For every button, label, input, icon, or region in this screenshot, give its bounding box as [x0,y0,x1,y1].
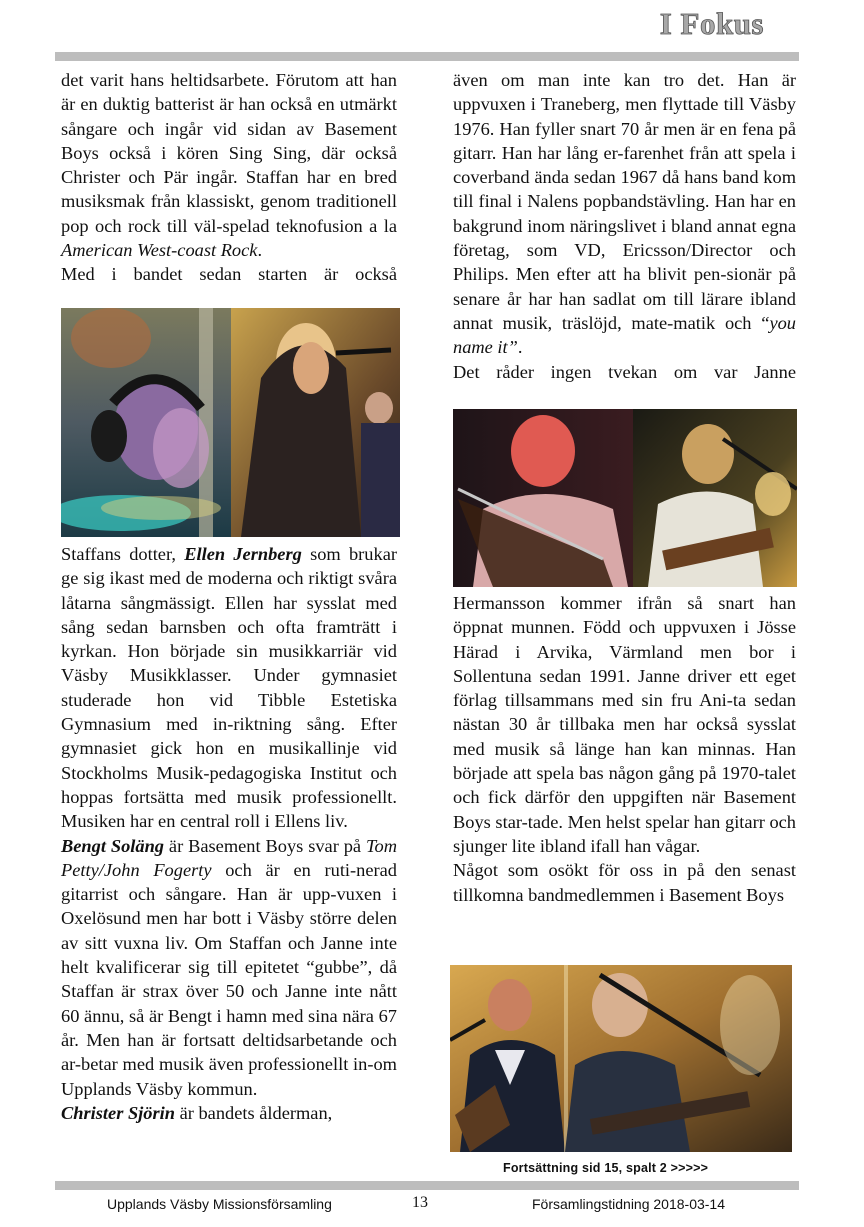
body-text: även om man inte kan tro det. Han är uppvuxen i Traneberg, men flyttade till Väsby 1976. Han fyller snart 70 år men är en fena på gitarr. Han har lång er-farenhet från att spela i coverband ända sedan 1967 då hans band kom till final i Nalens popbandstävling. Han har en bakgrund inom näringslivet i bland annat egna företag, som VD, Ericsson/Director och Philips. Men efter att ha blivit pen-sionär på senare år har han sadlat om till lärare ibland annat musik, träslöjd, mate-matik och “ [453,70,796,333]
body-text: . [257,240,263,261]
column2-block1 [453,68,796,384]
column1-block2 [61,542,397,1125]
person-name: Bengt Soläng [61,835,165,856]
drummer-with-headphones-photo [61,308,231,537]
footer-publisher: Upplands Väsby Missionsförsamling [107,1196,332,1212]
italic-text: American West-coast Rock [61,240,258,261]
body-text: det varit hans heltidsarbete. Förutom att han är en duktig batterist är han också en utmärkt sångare och ingår vid sidan av Basement Boys också i kören Sing Sing, där också Christer och Pär ingår. Staffan har en bred musiksmak från klassiskt, genom traditionell pop och rock till väl-spelad teknofusion a la [61,70,397,236]
person-name: Christer Sjörin [61,1102,175,1123]
body-text: och är en ruti-nerad gitarrist och sångare. Han är upp-vuxen i Oxelösund men har bott i Väsby större delen av sitt vuxna liv. Om Staffan och Janne inte helt kvalificerar sig till epitetet “gubbe”, då Staffan är strax över 50 och Janne inte nått 60 ännu, så är Bengt i hamn med sina nära 67 år. Men han är fortsatt deltidsarbetande och ar-betar med musik även professionellt in-om Upplands Väsby kommun. [61,859,398,1099]
page-number: 13 [412,1194,428,1211]
body-text: Hermansson kommer ifrån så snart han öppnat munnen. Född och uppvuxen i Jösse Härad i Arvika, Värmland men bor i Sollentuna sedan 1991. Janne driver ett eget förlag tillsammans med sin fru Ani-ta sedan nästan 30 år tillbaka men har också sysslat med musik så länge han kan minnas. Han började att spela bas någon gång på 1970-talet och fick därför den uppgiften när Basement Boys star-tade. Men helst spelar han gitarr och sjunger lite ibland ifall han vågar. [453,593,796,856]
guitarist-singing-photo [633,409,797,587]
person-name: Ellen Jernberg [184,544,302,564]
body-text: Något som osökt för oss in på den senast tillkomna bandmedlemmen i Basement Boys [453,860,796,905]
italic-text: you name it” [453,312,796,358]
female-singer-photo [231,308,400,537]
body-text: är bandets ålderman, [174,1102,333,1123]
footer-publication: Församlingstidning 2018-03-14 [532,1196,725,1212]
bottom-rule [55,1181,799,1190]
body-text: som brukar ge sig ikast med de moderna och riktigt svåra låtarna sångmässigt. Ellen har sysslat med sång sedan barnsben och ofta framträtt i kyrkan. Hon började sin musikkarriär vid Väsby Musikklasser. Under gymnasiet studerade hon vid Tibble Estetiska Gymnasium med in-riktning sång. Efter gymnasiet gick hon en musikallinje vid Stockholms Musik-pedagogiska Institut och hoppas fortsätta med musik professionellt. Musiken har en central roll i Ellens liv. [61,544,397,832]
section-title: I Fokus [659,6,764,41]
band-photo-1 [61,308,400,537]
body-line: Det råder ingen tvekan om var Janne [453,361,796,382]
body-line: Med i bandet sedan starten är också [61,264,397,285]
column2-block2 [453,591,796,907]
body-text: är Basement Boys svar på [164,835,366,856]
continuation-note: Fortsättning sid 15, spalt 2 >>>>> [503,1161,709,1175]
column1-block1 [61,68,397,287]
italic-text: Tom Petty/John Fogerty [61,835,397,880]
band-photo-3 [450,965,792,1152]
top-rule [55,52,799,61]
body-text: . [517,337,523,358]
band-photo-2 [453,409,797,587]
guitarist-red-light-photo [453,409,633,587]
body-text: Staffans dotter, [61,544,185,564]
